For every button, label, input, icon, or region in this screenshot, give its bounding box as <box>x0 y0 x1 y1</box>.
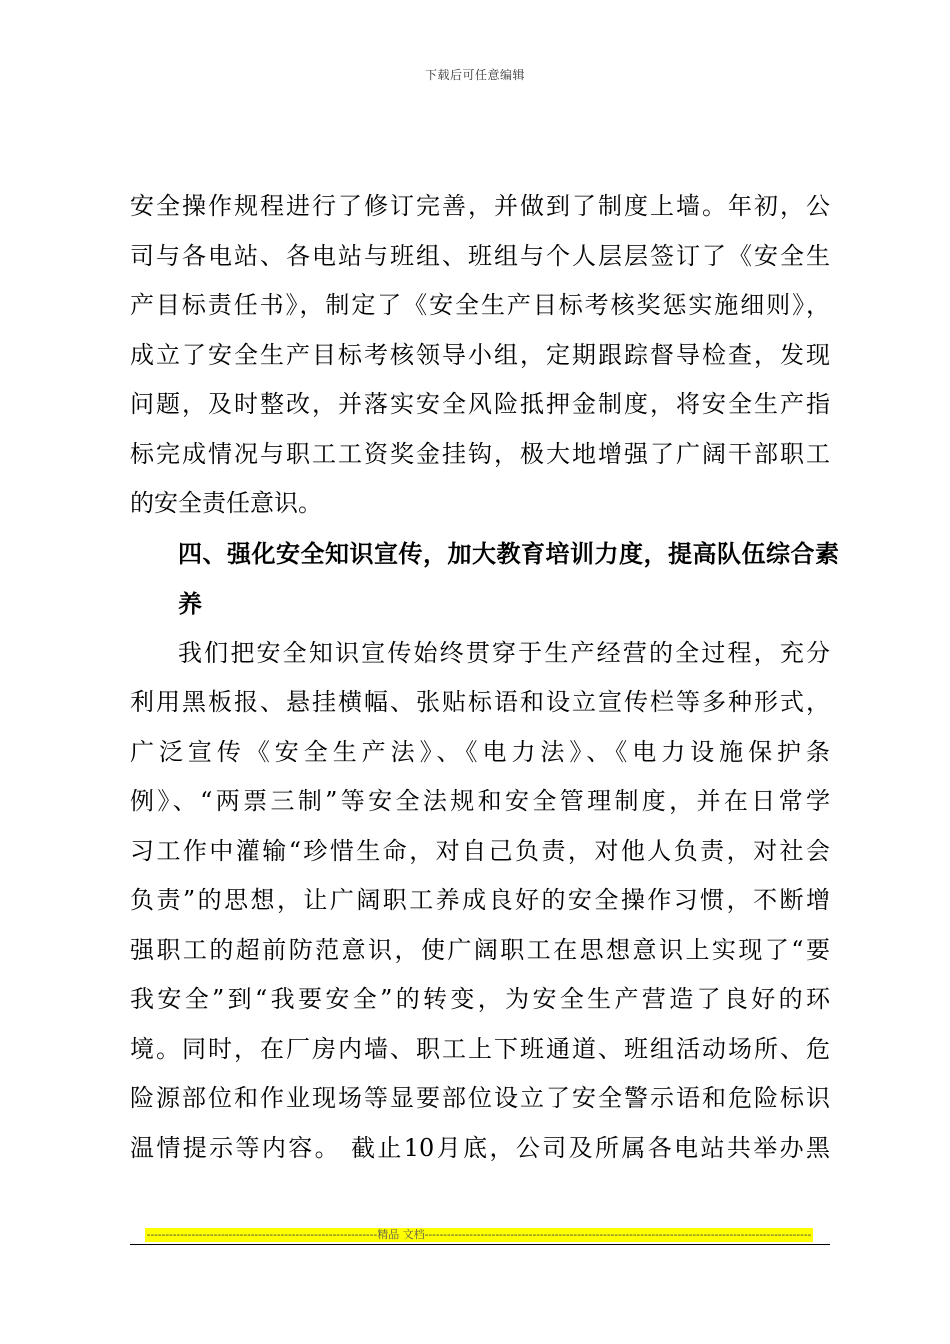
footer-dashes-right: -------------------------------------------------------------------------------------------------------- <box>424 1228 812 1241</box>
body-line: 我们把安全知识宣传始终贯穿于生产经营的全过程，充分 <box>178 638 830 667</box>
footer-dashes-left: -------------------------------------------------------------- <box>146 1228 378 1241</box>
body-line: 负责”的思想，让广阔职工养成良好的安全操作习惯，不断增 <box>130 886 830 914</box>
body-line: 产目标责任书》，制定了《安全生产目标考核奖惩实施细则》， <box>130 291 830 319</box>
body-line: 我安全”到“我要安全”的转变，为安全生产营造了良好的环 <box>130 985 830 1013</box>
body-line: 利用黑板报、悬挂横幅、张贴标语和设立宣传栏等多种形式， <box>130 688 830 716</box>
body-line: 问题，及时整改，并落实安全风险抵押金制度，将安全生产指 <box>130 390 830 418</box>
section-heading-continued: 养 <box>178 589 203 618</box>
body-line: 例》、“两票三制”等安全法规和安全管理制度，并在日常学 <box>130 787 830 815</box>
body-line: 强职工的超前防范意识，使广阔职工在思想意识上实现了“要 <box>130 935 830 964</box>
footer-label: 精品 文档 <box>377 1228 425 1241</box>
body-line: 安全操作规程进行了修订完善，并做到了制度上墙。年初，公 <box>130 192 830 220</box>
body-line: 司与各电站、各电站与班组、班组与个人层层签订了《安全生 <box>130 241 830 270</box>
footer-divider <box>130 1244 830 1245</box>
page-header: 下载后可任意编辑 <box>424 68 525 82</box>
body-line: 的安全责任意识。 <box>130 489 322 517</box>
body-line: 成立了安全生产目标考核领导小组，定期跟踪督导检查，发现 <box>130 340 830 369</box>
section-heading: 四、强化安全知识宣传，加大教育培训力度，提高队伍综合素 <box>178 539 840 568</box>
body-line: 境。同时，在厂房内墙、职工上下班通道、班组活动场所、危 <box>130 1034 830 1063</box>
body-line: 险源部位和作业现场等显要部位设立了安全警示语和危险标识 <box>130 1084 830 1112</box>
document-body <box>130 182 840 1173</box>
page-footer <box>145 1228 813 1242</box>
body-line: 标完成情况与职工工资奖金挂钩，极大地增强了广阔干部职工 <box>130 439 830 468</box>
body-line: 广泛宣传《安全生产法》、《电力法》、《电力设施保护条 <box>130 737 830 766</box>
body-line: 习工作中灌输“珍惜生命，对自己负责，对他人负责，对社会 <box>130 836 830 865</box>
body-line: 温情提示等内容。 截止10月底，公司及所属各电站共举办黑 <box>130 1133 830 1162</box>
